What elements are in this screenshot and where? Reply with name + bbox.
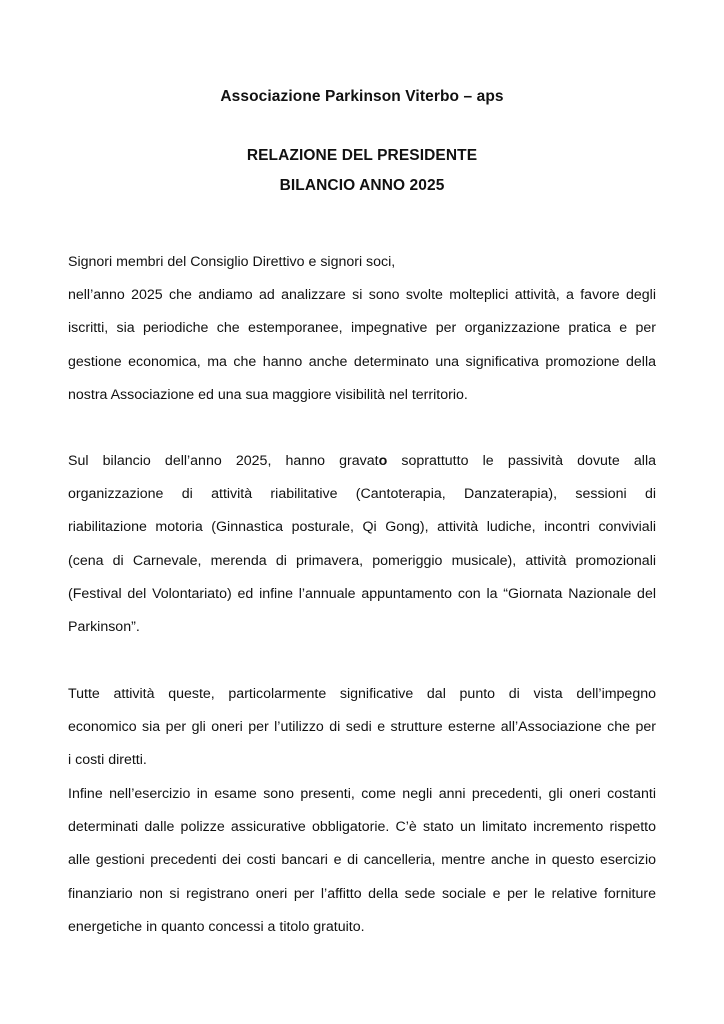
organization-heading: Associazione Parkinson Viterbo – aps: [220, 88, 504, 105]
line-text: Sul bilancio dell’anno 2025, hanno gravat: [68, 453, 379, 469]
paragraph-line: organizzazione di attività riabilitative (Cantoterapia, Danzaterapia), sessioni di: [68, 486, 656, 503]
paragraph-activities: [68, 678, 656, 778]
bold-letter: o: [378, 453, 388, 469]
paragraph-line: i costi diretti.: [68, 752, 147, 769]
paragraph-line: Infine nell’esercizio in esame sono presenti, come negli anni precedenti, gli oneri costanti: [68, 786, 656, 802]
paragraph-line: iscritti, sia periodiche che estemporanee, impegnative per organizzazione pratica e per: [68, 320, 656, 337]
paragraph-line: economico sia per gli oneri per l’utilizzo di sedi e strutture esterne all’Associazione che per: [68, 719, 656, 736]
paragraph-line: Signori membri del Consiglio Direttivo e signori soci,: [68, 254, 396, 270]
paragraph-line: (Festival del Volontariato) ed infine l’annuale appuntamento con la “Giornata Nazionale del: [68, 585, 656, 602]
paragraph-line: nostra Associazione ed una sua maggiore visibilità nel territorio.: [68, 386, 468, 403]
line-text: soprattutto le passività dovute alla: [387, 453, 657, 469]
paragraph-line: alle gestioni precedenti dei costi bancari e di cancelleria, mentre anche in questo esercizio: [68, 852, 656, 869]
paragraph-line: riabilitazione motoria (Ginnastica posturale, Qi Gong), attività ludiche, incontri conviviali: [68, 519, 656, 536]
report-subtitle: BILANCIO ANNO 2025: [279, 177, 445, 194]
paragraph-line: (cena di Carnevale, merenda di primavera, pomeriggio musicale), attività promozionali: [68, 552, 656, 569]
paragraph-line: determinati dalle polizze assicurative obbligatorie. C’è stato un limitato incremento rispetto: [68, 819, 656, 836]
report-title: RELAZIONE DEL PRESIDENTE: [246, 147, 478, 164]
paragraph-line: Parkinson”.: [68, 618, 140, 635]
paragraph-fixed-costs: [68, 778, 656, 944]
paragraph-line: Tutte attività queste, particolarmente significative dal punto di vista dell’impegno: [68, 686, 656, 702]
paragraph-expenses: [68, 445, 656, 644]
paragraph-line: finanziario non si registrano oneri per l’affitto della sede sociale e per le relative forniture: [68, 885, 656, 902]
paragraph-line: energetiche in quanto concessi a titolo gratuito.: [68, 918, 365, 935]
paragraph-line: gestione economica, ma che hanno anche determinato una significativa promozione della: [68, 353, 656, 370]
paragraph-greeting: [68, 246, 656, 412]
paragraph-line: nell’anno 2025 che andiamo ad analizzare si sono svolte molteplici attività, a favore degli: [68, 287, 656, 304]
paragraph-line-with-bold: [68, 445, 656, 478]
